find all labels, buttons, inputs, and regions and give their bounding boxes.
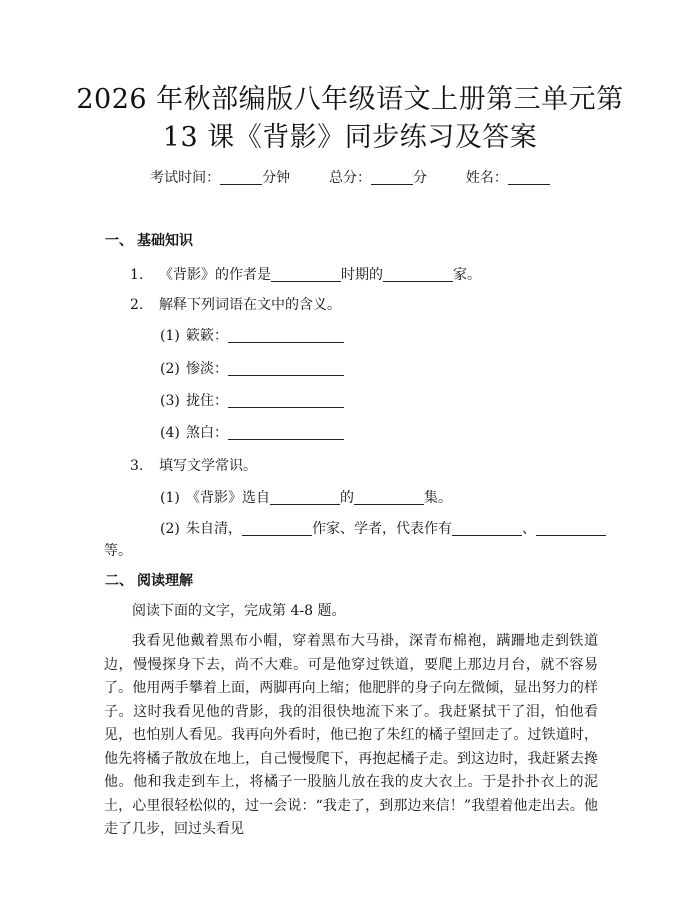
q2-item-4 — [160, 422, 344, 442]
time-label: 考试时间： — [150, 170, 221, 186]
q2-item-1 — [160, 325, 344, 345]
question-2 — [130, 294, 341, 314]
q3-2-blank-b[interactable] — [452, 521, 522, 536]
score-label: 总分： — [329, 170, 371, 186]
q1-text-c: 家。 — [453, 267, 481, 283]
q3-2-blank-c[interactable] — [536, 521, 606, 536]
exam-meta — [0, 167, 700, 187]
q3-item-2 — [160, 518, 606, 538]
item-number: (4) — [160, 425, 180, 441]
reading-instruction: 阅读下面的文字，完成第 4-8 题。 — [132, 603, 346, 619]
name-blank[interactable] — [508, 170, 550, 185]
q2-item-1-blank[interactable] — [228, 328, 344, 343]
question-3 — [130, 455, 257, 475]
q3-item-2-tail: 等。 — [104, 543, 132, 559]
item-word: 惨淡： — [186, 361, 228, 377]
question-1 — [130, 264, 481, 284]
q2-text: 解释下列词语在文中的含义。 — [159, 297, 341, 313]
section-title: 阅读理解 — [137, 573, 193, 589]
score-blank[interactable] — [371, 170, 413, 185]
item-number: (1) — [160, 490, 180, 506]
reading-passage: 我看见他戴着黑布小帽，穿着黑布大马褂，深青布棉袍，蹒跚地走到铁道边，慢慢探身下去，尚不大难。可是他穿过铁道，要爬上那边月台，就不容易了。他用两手攀着上面，两脚再向上缩；他肥胖的身子向左微倾，显出努力的样子。这时我看见他的背影，我的泪很快地流下来了。我赶紧拭干了泪，怕他看见，也怕别人看见。我再向外看时，他已抱了朱红的橘子望回走了。过铁道时，他先将橘子散放在地上，自己慢慢爬下，再抱起橘子走。到这边时，我赶紧去搀他。他和我走到车上，将橘子一股脑儿放在我的皮大衣上。于是扑扑衣上的泥土，心里很轻松似的，过一会说：“我走了，到那边来信！”我望着他走出去。他走了几步，回过头看见 — [104, 633, 598, 837]
q1-blank-author[interactable] — [271, 267, 341, 282]
q3-1-blank-b[interactable] — [354, 490, 424, 505]
page-title-line-2: 13 课《背影》同步练习及答案 — [162, 122, 538, 153]
q3-1-blank-a[interactable] — [270, 490, 340, 505]
q3-2-text-c: 、 — [522, 521, 536, 537]
section-heading-2 — [105, 570, 193, 590]
q1-blank-genre[interactable] — [383, 267, 453, 282]
q2-item-2 — [160, 358, 344, 378]
time-unit: 分钟 — [262, 170, 291, 186]
q1-text-b: 时期的 — [341, 267, 383, 283]
question-number: 2. — [130, 297, 144, 313]
item-number: (2) — [160, 521, 180, 537]
time-blank[interactable] — [220, 170, 262, 185]
q2-item-4-blank[interactable] — [228, 425, 344, 440]
question-number: 1. — [130, 267, 144, 283]
name-label: 姓名： — [465, 170, 508, 186]
q2-item-3 — [160, 390, 344, 410]
item-word: 簌簌： — [186, 328, 228, 344]
item-word: 拢住： — [186, 393, 228, 409]
q2-item-3-blank[interactable] — [228, 393, 344, 408]
q2-item-2-blank[interactable] — [228, 361, 344, 376]
section-number: 二、 — [105, 573, 133, 589]
score-unit: 分 — [413, 170, 427, 186]
section-title: 基础知识 — [137, 233, 193, 249]
item-word: 煞白： — [186, 425, 228, 441]
item-number: (3) — [160, 393, 180, 409]
item-number: (2) — [160, 361, 180, 377]
q3-1-text-b: 的 — [340, 490, 354, 506]
q3-item-1 — [160, 487, 452, 507]
q1-text-a: 《背影》的作者是 — [159, 267, 271, 283]
item-number: (1) — [160, 328, 180, 344]
section-number: 一、 — [105, 233, 133, 249]
question-number: 3. — [130, 458, 144, 474]
q3-2-blank-a[interactable] — [242, 521, 312, 536]
section-heading-1 — [105, 230, 193, 250]
q3-2-text-b: 作家、学者，代表作有 — [312, 521, 452, 537]
q3-2-text-a: 朱自清， — [186, 521, 242, 537]
q3-1-text-a: 《背影》选自 — [186, 490, 270, 506]
page-title-line-1: 2026 年秋部编版八年级语文上册第三单元第 — [76, 84, 624, 115]
q3-text: 填写文学常识。 — [159, 458, 257, 474]
q3-1-text-c: 集。 — [424, 490, 452, 506]
